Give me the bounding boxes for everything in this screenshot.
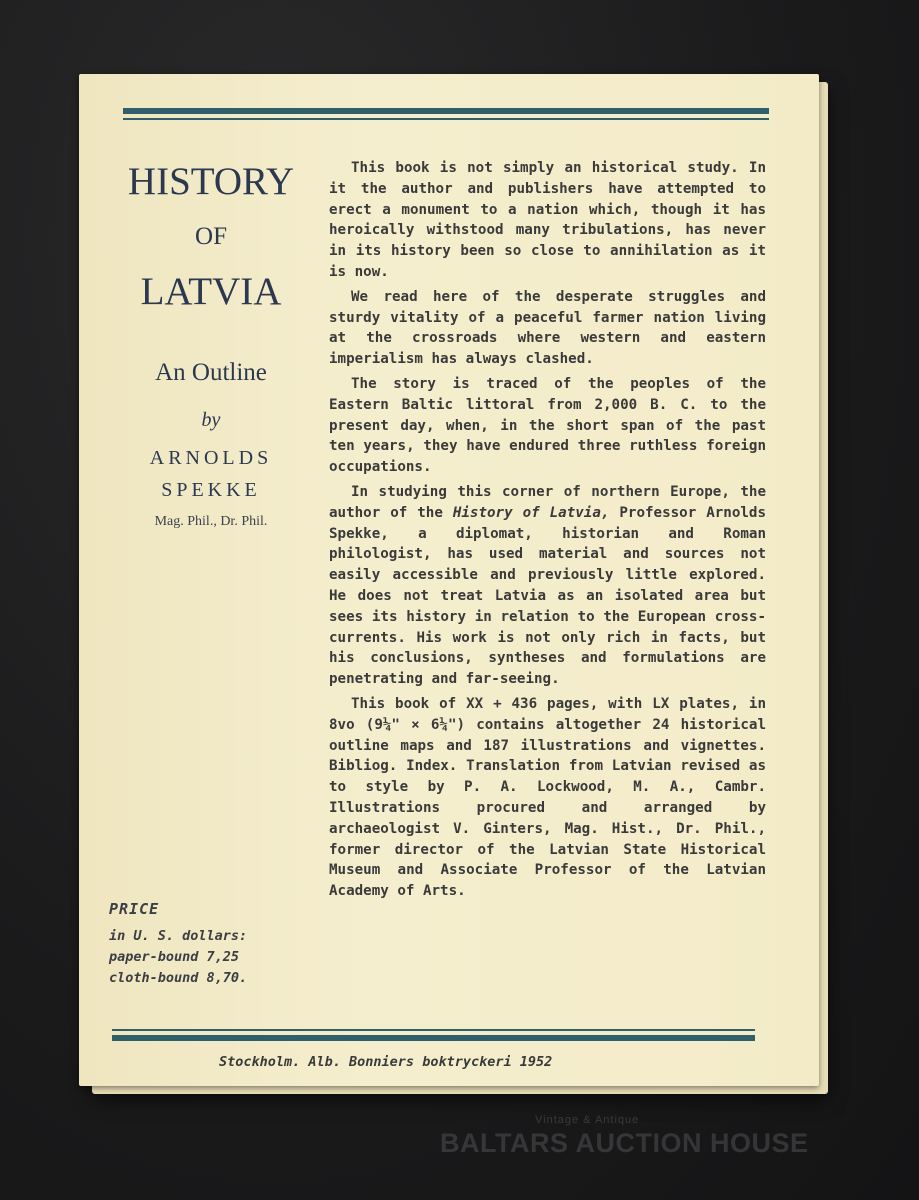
top-double-rule	[123, 108, 769, 120]
price-cloth-bound: cloth-bound 8,70.	[109, 970, 248, 986]
price-currency: in U. S. dollars:	[109, 928, 248, 944]
blurb-p4-book-title: History of Latvia,	[452, 504, 610, 521]
blurb-p4-rest: Professor Arnolds Spekke, a diplomat, historian and Roman philologist, has used material and sources not easily accessible and previously little explored. He does not treat Latvia as an isolated area but sees its history in relation to the European cross-currents. His work is not only rich in facts, but his conclusions, syntheses and formulations are penetrating and far-seeing.	[329, 504, 767, 688]
title-line-1: HISTORY	[127, 160, 295, 203]
price-heading: PRICE	[109, 900, 160, 918]
blurb-text	[329, 158, 766, 902]
auction-house-watermark	[440, 1114, 860, 1159]
author-degrees: Mag. Phil., Dr. Phil.	[154, 514, 268, 529]
price-paper-bound: paper-bound 7,25	[109, 949, 240, 965]
watermark-name: BALTARS AUCTION HOUSE	[440, 1128, 809, 1158]
author-last-name: SPEKKE	[161, 479, 261, 501]
blurb-paragraph-4	[329, 482, 766, 690]
title-column	[101, 154, 321, 530]
by-label: by	[201, 409, 221, 431]
author-first-name: ARNOLDS	[149, 447, 273, 469]
bottom-double-rule	[112, 1029, 755, 1041]
blurb-paragraph-5: This book of XX + 436 pages, with LX plates, in 8vo (9¼" × 6¼") contains altogether 24 historical outline maps and 187 illustrations and vignettes. Bibliog. Index. Translation from Latvian revised as to style by P. A. Lockwood, M. A., Cambr. Illustrations procured and arranged by archaeologist V. Ginters, Mag. Hist., Dr. Phil., former director of the Latvian State Historical Museum and Associate Professor of the Latvian Academy of Arts.	[329, 695, 766, 900]
book-jacket-flap	[79, 74, 819, 1086]
blurb-p4-start: In studying this corner of northern Europe, the author of the	[329, 483, 766, 521]
blurb-paragraph-3: The story is traced of the peoples of the Eastern Baltic littoral from 2,000 B. C. to the present day, when, in the short span of the past ten years, they have endured three ruthless foreign occupations.	[329, 375, 766, 476]
author-name	[101, 442, 321, 506]
printer-imprint: Stockholm. Alb. Bonniers boktryckeri 1952	[219, 1054, 553, 1070]
book-subtitle: An Outline	[155, 359, 267, 386]
title-line-2: OF	[195, 223, 227, 250]
price-block	[109, 900, 309, 989]
blurb-paragraph-2: We read here of the desperate struggles and sturdy vitality of a peaceful farmer nation living at the crossroads where western and eastern imperialism has always clashed.	[329, 288, 766, 368]
watermark-tagline: Vintage & Antique	[535, 1114, 640, 1126]
title-line-3: LATVIA	[140, 270, 282, 313]
book-title	[101, 154, 321, 319]
blurb-paragraph-1: This book is not simply an historical study. In it the author and publishers have attempted to erect a monument to a nation which, though it has heroically withstood many tribulations, has never in its history been so close to annihilation as it is now.	[329, 160, 766, 280]
